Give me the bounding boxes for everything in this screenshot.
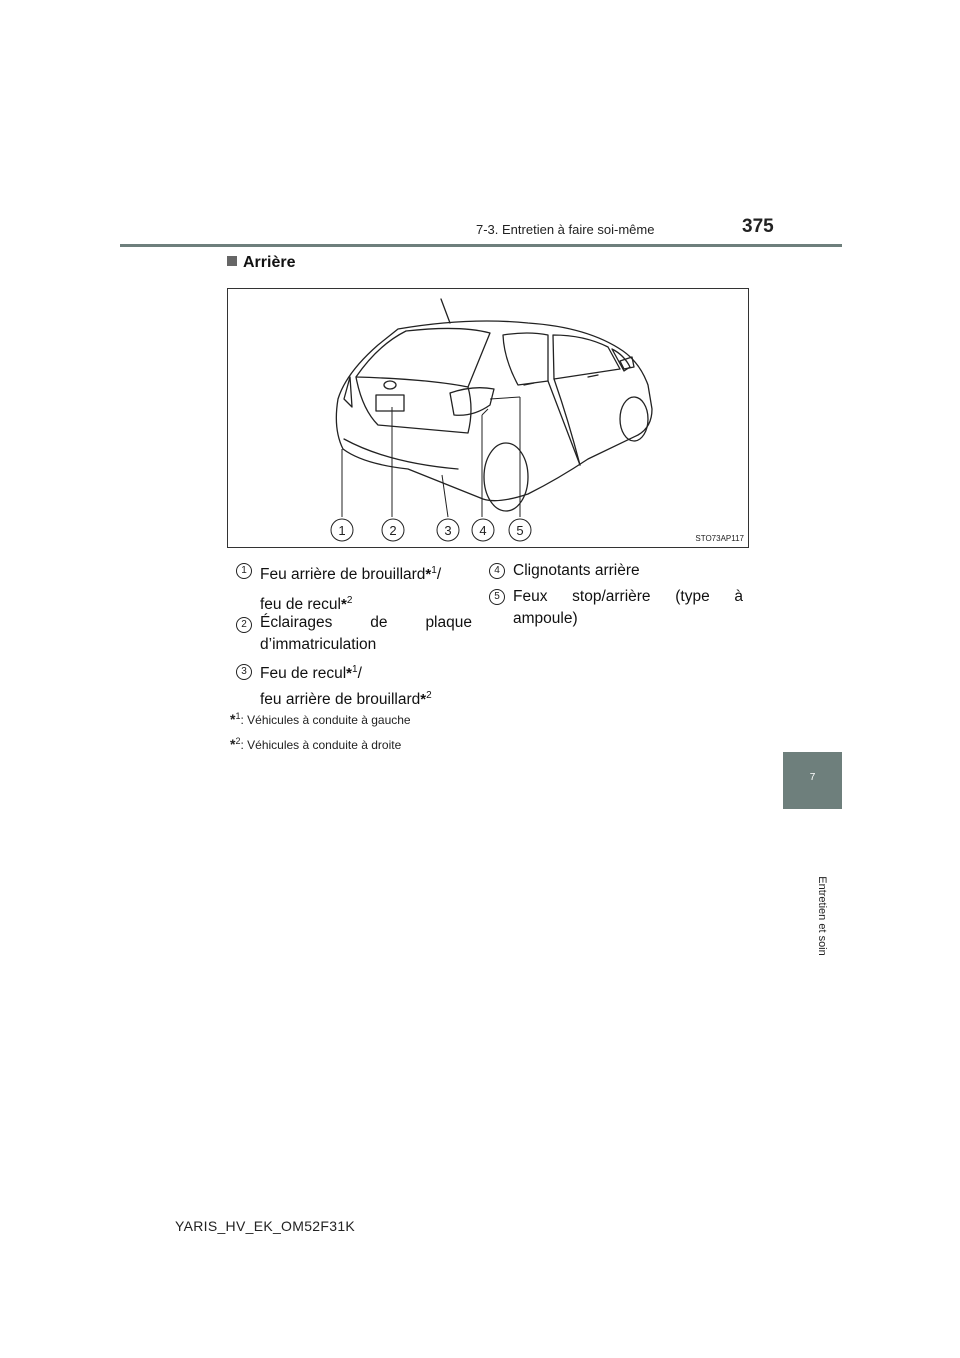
item-number-badge: 1 (236, 563, 252, 579)
square-bullet-icon (227, 256, 237, 266)
section-heading (227, 254, 295, 272)
item-3: Feu de recul*$^1$/ feu arrière de brouillard*$^2$ (260, 664, 432, 709)
callout-1: 1 (338, 523, 346, 538)
callout-2: 2 (389, 523, 397, 538)
chapter-tab (783, 752, 842, 809)
footnote-1: *$^1$: Véhicules à conduite à gauche (230, 711, 411, 727)
item-number-badge: 3 (236, 664, 252, 680)
item-2: Éclairages de plaque d’immatriculation (260, 614, 472, 653)
figure-code: STO73AP117 (695, 534, 744, 543)
item-number-badge: 4 (489, 563, 505, 579)
callout-3: 3 (444, 523, 452, 538)
footnote-2: *$^2$: Véhicules à conduite à droite (230, 736, 402, 752)
item-number-badge: 5 (489, 589, 505, 605)
item-4: Clignotants arrière (513, 562, 640, 579)
item-1: Feu arrière de brouillard*$^1$/ feu de recul*$^2$ (260, 565, 442, 614)
item-5: Feux stop/arrière (type à ampoule) (513, 588, 743, 627)
page-number: 375 (742, 216, 774, 237)
callout-5: 5 (516, 523, 524, 538)
section-title: 7-3. Entretien à faire soi-même (476, 222, 655, 237)
car-rear-figure (227, 288, 749, 548)
chapter-label: Entretien et soin (816, 876, 828, 956)
callout-4: 4 (479, 523, 487, 538)
item-number-badge: 2 (236, 617, 252, 633)
car-illustration (228, 289, 748, 547)
header-rule (120, 244, 842, 247)
document-code: YARIS_HV_EK_OM52F31K (175, 1218, 356, 1234)
chapter-number: 7 (809, 772, 816, 783)
heading-text: Arrière (243, 254, 296, 271)
